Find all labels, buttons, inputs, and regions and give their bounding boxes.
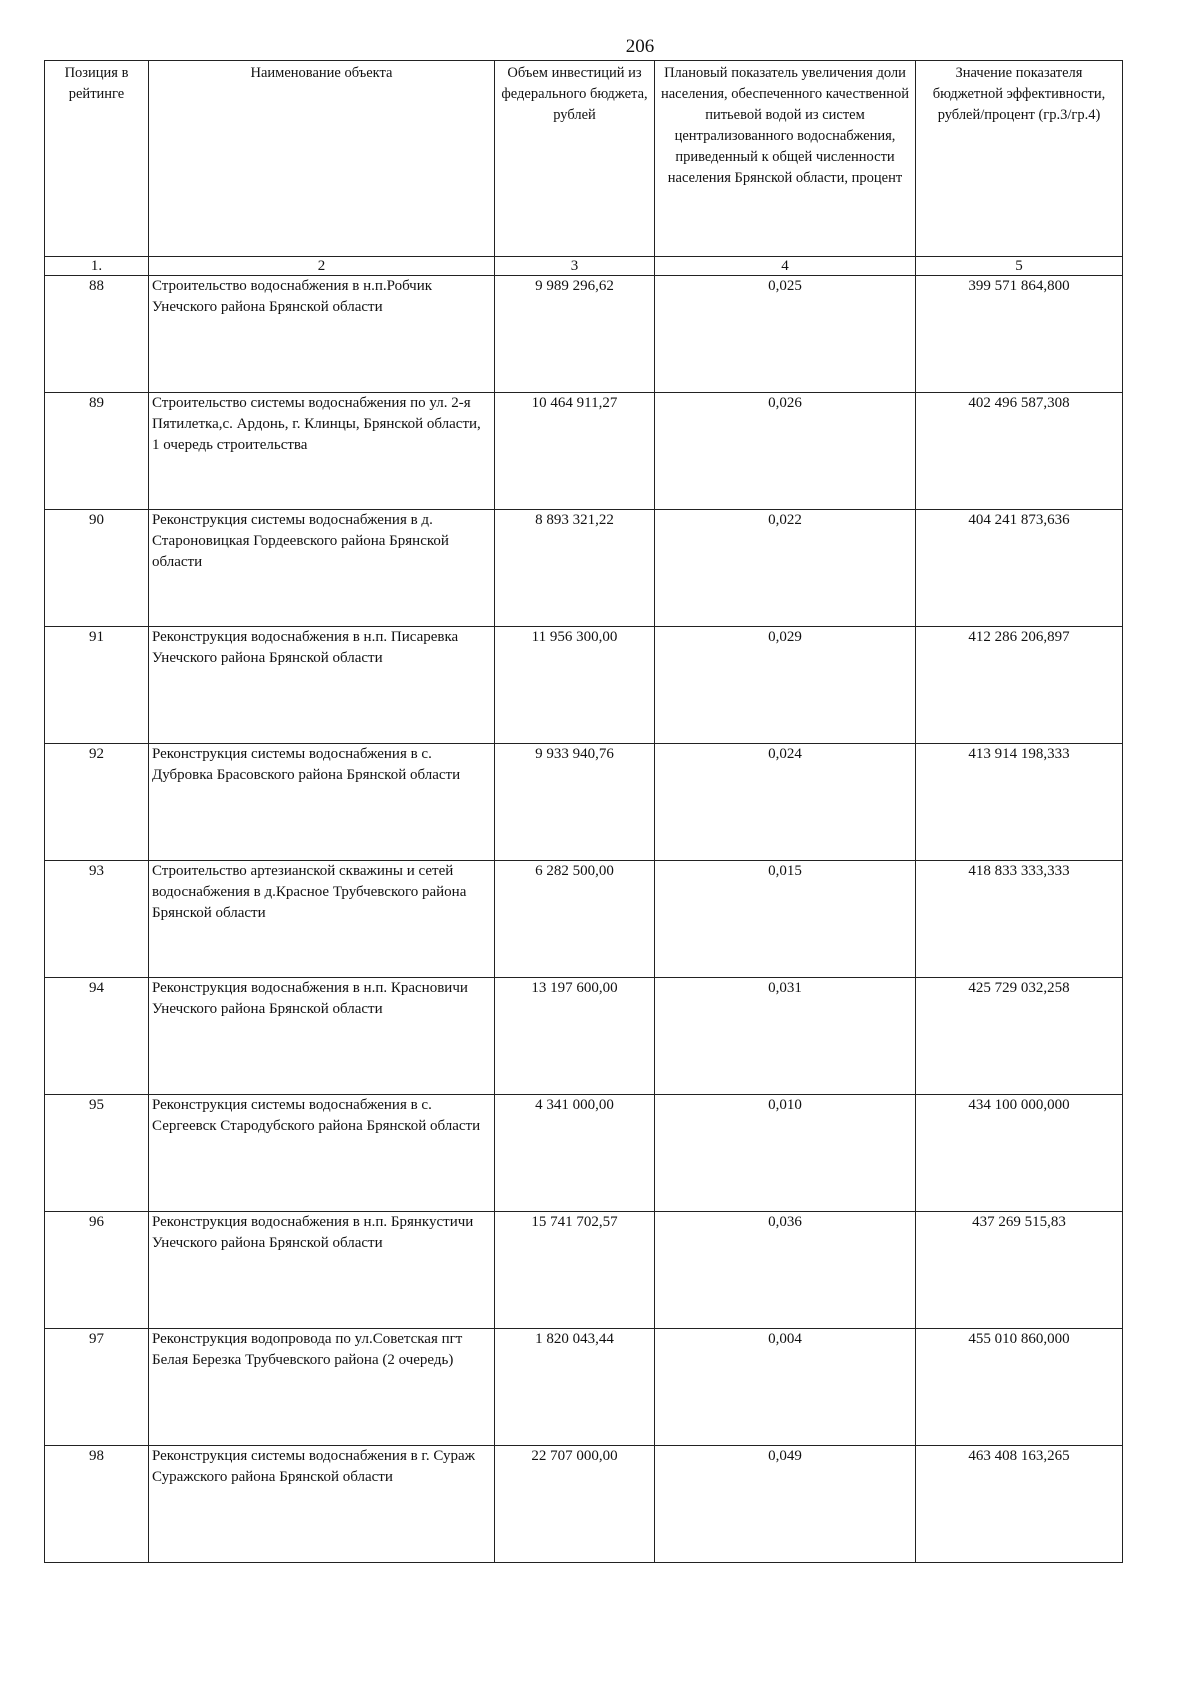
cell-efficiency: 425 729 032,258 bbox=[916, 978, 1123, 1095]
cell-efficiency: 434 100 000,000 bbox=[916, 1095, 1123, 1212]
column-number: 5 bbox=[916, 257, 1123, 276]
cell-investment: 1 820 043,44 bbox=[495, 1329, 655, 1446]
column-number-row bbox=[45, 257, 1123, 276]
cell-object-name: Строительство системы водоснабжения по ул. 2-я Пятилетка,с. Ардонь, г. Клинцы, Брянской области, 1 очередь строительства bbox=[149, 393, 495, 510]
table-row bbox=[45, 1095, 1123, 1212]
cell-position: 91 bbox=[45, 627, 149, 744]
table-row bbox=[45, 276, 1123, 393]
cell-position: 94 bbox=[45, 978, 149, 1095]
cell-planned-share: 0,031 bbox=[655, 978, 916, 1095]
cell-efficiency: 418 833 333,333 bbox=[916, 861, 1123, 978]
cell-object-name: Реконструкция системы водоснабжения в д. Староновицкая Гордеевского района Брянской области bbox=[149, 510, 495, 627]
cell-object-name: Строительство водоснабжения в н.п.Робчик Унечского района Брянской области bbox=[149, 276, 495, 393]
cell-planned-share: 0,036 bbox=[655, 1212, 916, 1329]
table-row bbox=[45, 861, 1123, 978]
cell-efficiency: 463 408 163,265 bbox=[916, 1446, 1123, 1563]
cell-position: 93 bbox=[45, 861, 149, 978]
rating-table bbox=[44, 60, 1123, 1563]
cell-investment: 9 933 940,76 bbox=[495, 744, 655, 861]
cell-object-name: Реконструкция водоснабжения в н.п. Красновичи Унечского района Брянской области bbox=[149, 978, 495, 1095]
header-planned-share: Плановый показатель увеличения доли населения, обеспеченного качественной питьевой водой из систем централизованного водоснабжения, приведенный к общей численности населения Брянской области, процент bbox=[655, 61, 916, 257]
table-row bbox=[45, 1212, 1123, 1329]
cell-position: 92 bbox=[45, 744, 149, 861]
cell-planned-share: 0,015 bbox=[655, 861, 916, 978]
header-row bbox=[45, 61, 1123, 257]
cell-position: 88 bbox=[45, 276, 149, 393]
table-row bbox=[45, 393, 1123, 510]
cell-efficiency: 402 496 587,308 bbox=[916, 393, 1123, 510]
column-number: 1. bbox=[45, 257, 149, 276]
column-number: 4 bbox=[655, 257, 916, 276]
cell-planned-share: 0,022 bbox=[655, 510, 916, 627]
cell-investment: 15 741 702,57 bbox=[495, 1212, 655, 1329]
column-number: 2 bbox=[149, 257, 495, 276]
header-investment: Объем инвестиций из федерального бюджета, рублей bbox=[495, 61, 655, 257]
cell-investment: 22 707 000,00 bbox=[495, 1446, 655, 1563]
cell-efficiency: 404 241 873,636 bbox=[916, 510, 1123, 627]
cell-position: 90 bbox=[45, 510, 149, 627]
cell-planned-share: 0,010 bbox=[655, 1095, 916, 1212]
cell-object-name: Строительство артезианской скважины и сетей водоснабжения в д.Красное Трубчевского района Брянской области bbox=[149, 861, 495, 978]
cell-planned-share: 0,026 bbox=[655, 393, 916, 510]
header-object-name: Наименование объекта bbox=[149, 61, 495, 257]
cell-efficiency: 412 286 206,897 bbox=[916, 627, 1123, 744]
header-position: Позиция в рейтинге bbox=[45, 61, 149, 257]
page-number: 206 bbox=[625, 36, 655, 57]
cell-object-name: Реконструкция системы водоснабжения в с. Дубровка Брасовского района Брянской области bbox=[149, 744, 495, 861]
table-row bbox=[45, 744, 1123, 861]
table-row bbox=[45, 510, 1123, 627]
cell-planned-share: 0,029 bbox=[655, 627, 916, 744]
header-efficiency: Значение показателя бюджетной эффективности, рублей/процент (гр.3/гр.4) bbox=[916, 61, 1123, 257]
cell-planned-share: 0,049 bbox=[655, 1446, 916, 1563]
cell-investment: 10 464 911,27 bbox=[495, 393, 655, 510]
cell-investment: 9 989 296,62 bbox=[495, 276, 655, 393]
table-row bbox=[45, 1329, 1123, 1446]
cell-position: 98 bbox=[45, 1446, 149, 1563]
cell-investment: 6 282 500,00 bbox=[495, 861, 655, 978]
table-row bbox=[45, 627, 1123, 744]
cell-object-name: Реконструкция водопровода по ул.Советская пгт Белая Березка Трубчевского района (2 очередь) bbox=[149, 1329, 495, 1446]
cell-object-name: Реконструкция системы водоснабжения в г. Сураж Суражского района Брянской области bbox=[149, 1446, 495, 1563]
cell-object-name: Реконструкция водоснабжения в н.п. Брянкустичи Унечского района Брянской области bbox=[149, 1212, 495, 1329]
column-number: 3 bbox=[495, 257, 655, 276]
cell-efficiency: 399 571 864,800 bbox=[916, 276, 1123, 393]
cell-investment: 13 197 600,00 bbox=[495, 978, 655, 1095]
cell-position: 97 bbox=[45, 1329, 149, 1446]
cell-efficiency: 437 269 515,83 bbox=[916, 1212, 1123, 1329]
cell-object-name: Реконструкция водоснабжения в н.п. Писаревка Унечского района Брянской области bbox=[149, 627, 495, 744]
cell-planned-share: 0,004 bbox=[655, 1329, 916, 1446]
cell-investment: 11 956 300,00 bbox=[495, 627, 655, 744]
cell-planned-share: 0,025 bbox=[655, 276, 916, 393]
cell-investment: 8 893 321,22 bbox=[495, 510, 655, 627]
cell-position: 89 bbox=[45, 393, 149, 510]
cell-object-name: Реконструкция системы водоснабжения в с. Сергеевск Стародубского района Брянской области bbox=[149, 1095, 495, 1212]
cell-position: 96 bbox=[45, 1212, 149, 1329]
cell-position: 95 bbox=[45, 1095, 149, 1212]
table-row bbox=[45, 1446, 1123, 1563]
cell-planned-share: 0,024 bbox=[655, 744, 916, 861]
cell-investment: 4 341 000,00 bbox=[495, 1095, 655, 1212]
cell-efficiency: 455 010 860,000 bbox=[916, 1329, 1123, 1446]
table-row bbox=[45, 978, 1123, 1095]
cell-efficiency: 413 914 198,333 bbox=[916, 744, 1123, 861]
